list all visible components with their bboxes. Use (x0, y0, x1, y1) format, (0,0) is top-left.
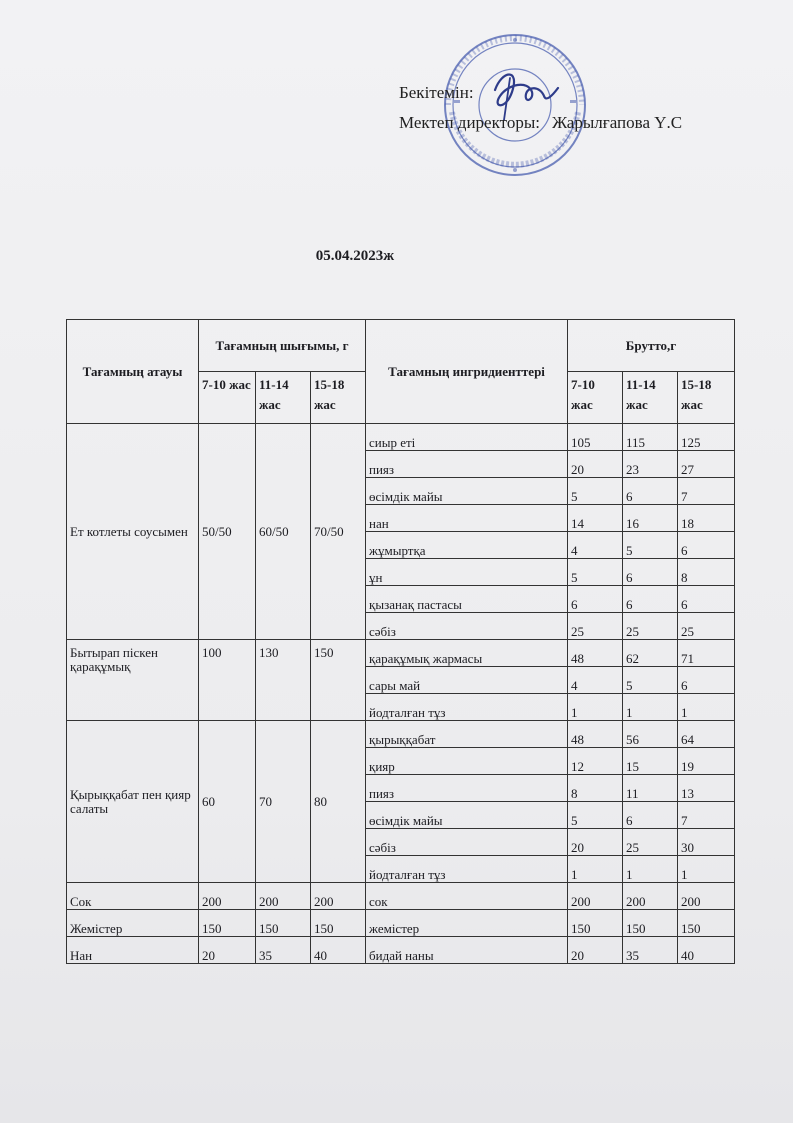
gross-11-14: 23 (623, 451, 678, 478)
approval-label: Бекітемін: (399, 83, 474, 102)
header-age-15-18: 15-18 жас (311, 372, 366, 424)
gross-15-18: 7 (678, 802, 735, 829)
gross-11-14: 16 (623, 505, 678, 532)
gross-11-14: 6 (623, 802, 678, 829)
dish-name: Қырыққабат пен қияр салаты (67, 721, 199, 883)
yield-7-10: 20 (199, 937, 256, 964)
gross-7-10: 20 (568, 937, 623, 964)
ingredient-name: сәбіз (366, 829, 568, 856)
ingredient-name: сиыр еті (366, 424, 568, 451)
dish-name: Сок (67, 883, 199, 910)
gross-15-18: 13 (678, 775, 735, 802)
yield-15-18: 150 (311, 910, 366, 937)
yield-7-10: 100 (199, 640, 256, 721)
gross-11-14: 15 (623, 748, 678, 775)
table-row (67, 883, 735, 910)
gross-7-10: 8 (568, 775, 623, 802)
gross-11-14: 200 (623, 883, 678, 910)
table-row (67, 910, 735, 937)
gross-11-14: 1 (623, 856, 678, 883)
gross-7-10: 6 (568, 586, 623, 613)
yield-7-10: 50/50 (199, 424, 256, 640)
dish-name: Бытырап піскен қарақұмық (67, 640, 199, 721)
yield-11-14: 70 (256, 721, 311, 883)
gross-15-18: 150 (678, 910, 735, 937)
gross-11-14: 11 (623, 775, 678, 802)
yield-11-14: 130 (256, 640, 311, 721)
gross-7-10: 48 (568, 640, 623, 667)
gross-7-10: 105 (568, 424, 623, 451)
ingredient-name: нан (366, 505, 568, 532)
director-role: Мектеп директоры: (399, 113, 540, 132)
ingredient-name: сары май (366, 667, 568, 694)
gross-15-18: 71 (678, 640, 735, 667)
menu-date: 05.04.2023ж (315, 248, 395, 264)
ingredient-name: жұмыртқа (366, 532, 568, 559)
ingredient-name: пияз (366, 775, 568, 802)
yield-11-14: 35 (256, 937, 311, 964)
header-dish-name: Тағамның атауы (67, 320, 199, 424)
gross-15-18: 7 (678, 478, 735, 505)
gross-7-10: 20 (568, 451, 623, 478)
gross-11-14: 6 (623, 559, 678, 586)
gross-7-10: 4 (568, 532, 623, 559)
gross-15-18: 25 (678, 613, 735, 640)
gross-7-10: 20 (568, 829, 623, 856)
gross-7-10: 5 (568, 802, 623, 829)
gross-11-14: 5 (623, 667, 678, 694)
table-row (67, 721, 735, 748)
gross-15-18: 64 (678, 721, 735, 748)
menu-table (66, 319, 735, 964)
gross-7-10: 5 (568, 478, 623, 505)
gross-15-18: 8 (678, 559, 735, 586)
yield-7-10: 150 (199, 910, 256, 937)
ingredient-name: сок (366, 883, 568, 910)
approval-block (399, 78, 682, 138)
header-age-11-14: 11-14 жас (256, 372, 311, 424)
yield-7-10: 200 (199, 883, 256, 910)
gross-7-10: 150 (568, 910, 623, 937)
gross-7-10: 4 (568, 667, 623, 694)
gross-7-10: 1 (568, 856, 623, 883)
header-yield: Тағамның шығымы, г (199, 320, 366, 372)
yield-7-10: 60 (199, 721, 256, 883)
gross-15-18: 1 (678, 694, 735, 721)
gross-15-18: 30 (678, 829, 735, 856)
ingredient-name: қызанақ пастасы (366, 586, 568, 613)
gross-11-14: 1 (623, 694, 678, 721)
approval-signatory (399, 108, 682, 138)
gross-11-14: 56 (623, 721, 678, 748)
ingredient-name: ұн (366, 559, 568, 586)
yield-15-18: 80 (311, 721, 366, 883)
yield-15-18: 200 (311, 883, 366, 910)
yield-15-18: 40 (311, 937, 366, 964)
gross-11-14: 6 (623, 478, 678, 505)
gross-11-14: 115 (623, 424, 678, 451)
ingredient-name: қияр (366, 748, 568, 775)
header-gross-age-15-18: 15-18 жас (678, 372, 735, 424)
director-name: Жарылғапова Ү.С (551, 113, 683, 132)
header-gross-age-7-10: 7-10 жас (568, 372, 623, 424)
gross-7-10: 48 (568, 721, 623, 748)
ingredient-name: пияз (366, 451, 568, 478)
gross-15-18: 125 (678, 424, 735, 451)
table-row (67, 937, 735, 964)
gross-15-18: 27 (678, 451, 735, 478)
gross-15-18: 18 (678, 505, 735, 532)
gross-11-14: 5 (623, 532, 678, 559)
ingredient-name: қырыққабат (366, 721, 568, 748)
ingredient-name: йодталған тұз (366, 694, 568, 721)
dish-name: Жемістер (67, 910, 199, 937)
yield-11-14: 150 (256, 910, 311, 937)
yield-11-14: 200 (256, 883, 311, 910)
table-row (67, 424, 735, 451)
ingredient-name: жемістер (366, 910, 568, 937)
gross-7-10: 12 (568, 748, 623, 775)
ingredient-name: сәбіз (366, 613, 568, 640)
gross-15-18: 40 (678, 937, 735, 964)
dish-name: Нан (67, 937, 199, 964)
gross-11-14: 150 (623, 910, 678, 937)
table-row (67, 640, 735, 667)
gross-7-10: 14 (568, 505, 623, 532)
header-gross-age-11-14: 11-14 жас (623, 372, 678, 424)
gross-11-14: 62 (623, 640, 678, 667)
header-ingredients: Тағамның ингридиенттері (366, 320, 568, 424)
gross-15-18: 19 (678, 748, 735, 775)
yield-15-18: 70/50 (311, 424, 366, 640)
gross-7-10: 25 (568, 613, 623, 640)
gross-11-14: 6 (623, 586, 678, 613)
header-gross: Брутто,г (568, 320, 735, 372)
gross-7-10: 1 (568, 694, 623, 721)
dish-name: Ет котлеты соусымен (67, 424, 199, 640)
gross-11-14: 35 (623, 937, 678, 964)
gross-7-10: 5 (568, 559, 623, 586)
gross-15-18: 6 (678, 667, 735, 694)
gross-15-18: 200 (678, 883, 735, 910)
gross-15-18: 6 (678, 586, 735, 613)
ingredient-name: йодталған тұз (366, 856, 568, 883)
ingredient-name: өсімдік майы (366, 802, 568, 829)
gross-15-18: 1 (678, 856, 735, 883)
ingredient-name: бидай наны (366, 937, 568, 964)
ingredient-name: өсімдік майы (366, 478, 568, 505)
gross-11-14: 25 (623, 829, 678, 856)
gross-11-14: 25 (623, 613, 678, 640)
yield-11-14: 60/50 (256, 424, 311, 640)
yield-15-18: 150 (311, 640, 366, 721)
ingredient-name: қарақұмық жармасы (366, 640, 568, 667)
header-age-7-10: 7-10 жас (199, 372, 256, 424)
gross-15-18: 6 (678, 532, 735, 559)
gross-7-10: 200 (568, 883, 623, 910)
